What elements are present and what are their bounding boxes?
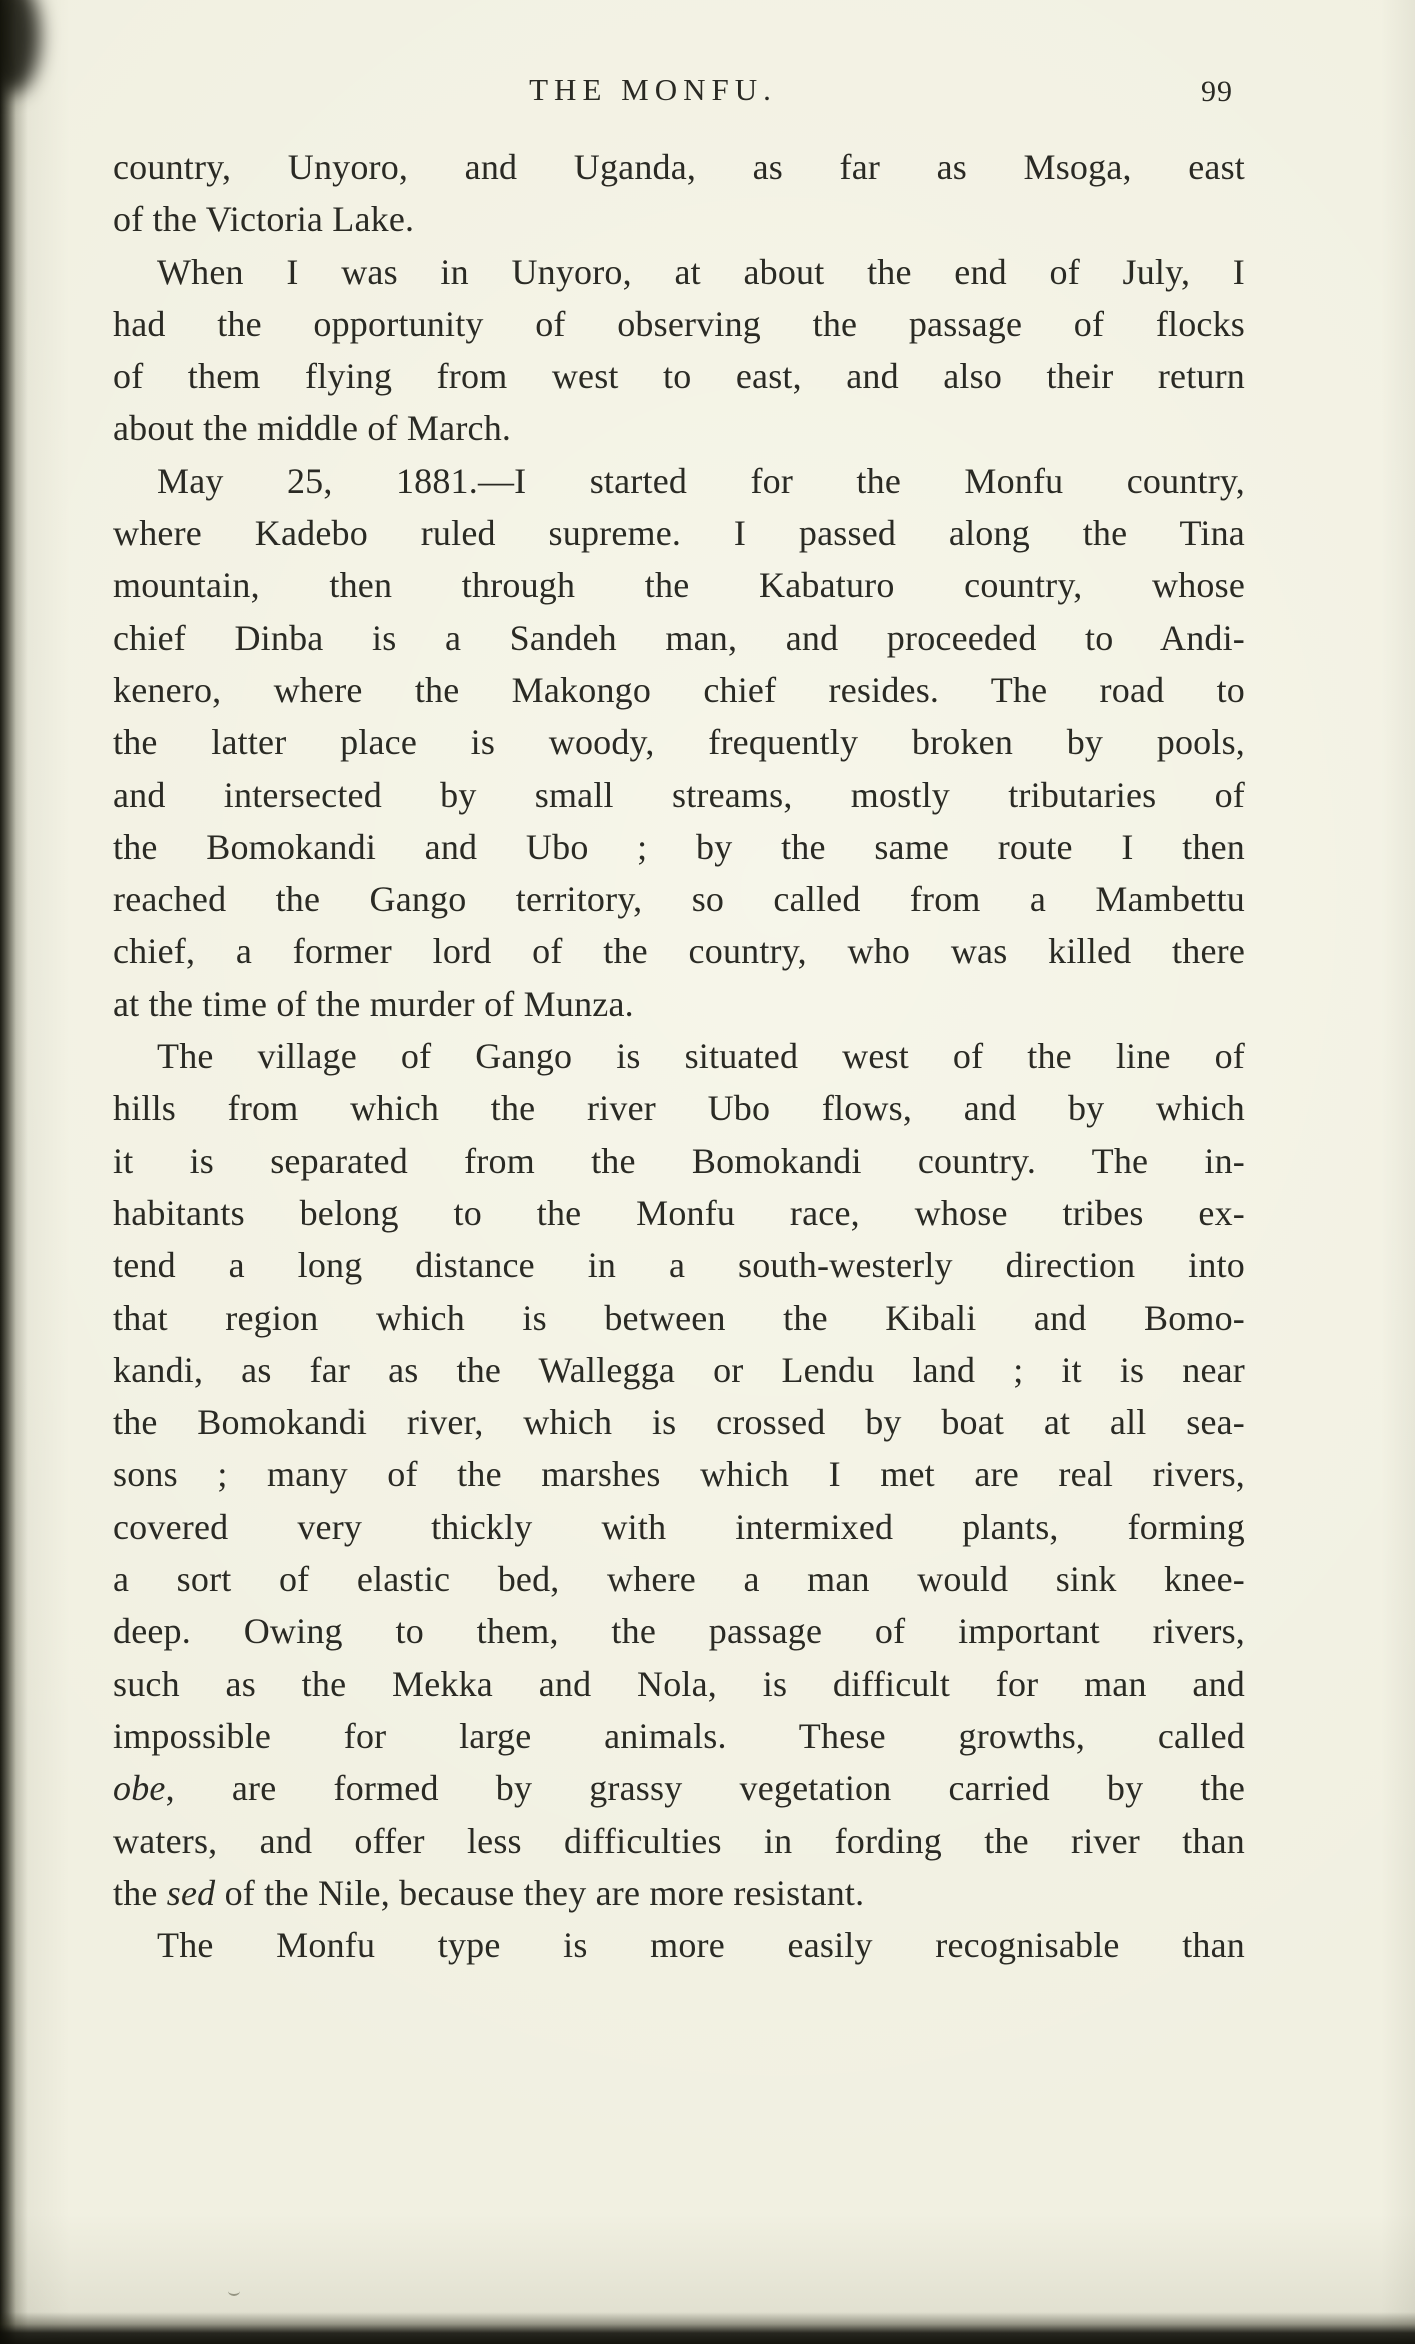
text-line: kandi, as far as the Wallegga or Lendu land ; it is near: [113, 1349, 1245, 1390]
text-line: habitants belong to the Monfu race, whose tribes ex-: [113, 1192, 1245, 1233]
text-line: deep. Owing to them, the passage of important rivers,: [113, 1611, 1245, 1652]
text-line: the Bomokandi and Ubo ; by the same route I then: [113, 826, 1245, 867]
text-line: May 25, 1881.—I started for the Monfu country,: [157, 460, 1245, 501]
text-line: chief, a former lord of the country, who was killed there: [113, 931, 1245, 972]
text-line: and intersected by small streams, mostly tributaries of: [113, 774, 1245, 815]
text-line: of them flying from west to east, and also their return: [113, 356, 1245, 397]
text-line: had the opportunity of observing the passage of flocks: [113, 303, 1245, 344]
text-line: about the middle of March.: [113, 408, 512, 449]
text-line: where Kadebo ruled supreme. I passed along the Tina: [113, 513, 1245, 554]
text-line: obe, are formed by grassy vegetation carried by the: [113, 1768, 1245, 1809]
text-line: When I was in Unyoro, at about the end of July, I: [157, 251, 1245, 292]
text-line: covered very thickly with intermixed plants, forming: [113, 1506, 1245, 1547]
text-line: impossible for large animals. These growths, called: [113, 1715, 1245, 1756]
text-line: that region which is between the Kibali and Bomo-: [113, 1297, 1245, 1338]
text-line: The Monfu type is more easily recognisable than: [157, 1925, 1245, 1966]
text-line: the sed of the Nile, because they are more resistant.: [113, 1872, 865, 1913]
page-header: [113, 72, 1245, 116]
text-line: country, Unyoro, and Uganda, as far as Msoga, east: [113, 147, 1245, 187]
text-line: mountain, then through the Kabaturo country, whose: [113, 565, 1245, 606]
text-line: sons ; many of the marshes which I met are real rivers,: [113, 1454, 1245, 1495]
text-line: at the time of the murder of Munza.: [113, 983, 634, 1024]
text-lines: [113, 141, 1245, 1971]
running-title: THE MONFU.: [529, 72, 777, 107]
scan-speck: [228, 2286, 240, 2296]
text-line: waters, and offer less difficulties in fording the river than: [113, 1820, 1245, 1861]
scan-bottom-edge-shadow: [0, 2312, 1415, 2344]
text-line: the Bomokandi river, which is crossed by boat at all sea-: [113, 1402, 1245, 1443]
text-line: reached the Gango territory, so called from a Mambettu: [113, 879, 1245, 920]
text-line: tend a long distance in a south-westerly direction into: [113, 1245, 1245, 1286]
text-line: it is separated from the Bomokandi country. The in-: [113, 1140, 1245, 1181]
text-line: such as the Mekka and Nola, is difficult for man and: [113, 1663, 1245, 1704]
text-line: of the Victoria Lake.: [113, 199, 415, 240]
text-line: a sort of elastic bed, where a man would sink knee-: [113, 1559, 1245, 1600]
page-number: 99: [1201, 75, 1233, 108]
text-line: chief Dinba is a Sandeh man, and proceeded to Andi-: [113, 617, 1245, 658]
text-line: The village of Gango is situated west of the line of: [157, 1036, 1245, 1077]
scan-top-left-mark: [0, 0, 40, 94]
text-line: kenero, where the Makongo chief resides. The road to: [113, 669, 1245, 710]
text-line: hills from which the river Ubo flows, and by which: [113, 1088, 1245, 1129]
text-line: the latter place is woody, frequently broken by pools,: [113, 722, 1245, 763]
scan-left-edge-shadow: [0, 0, 28, 2344]
